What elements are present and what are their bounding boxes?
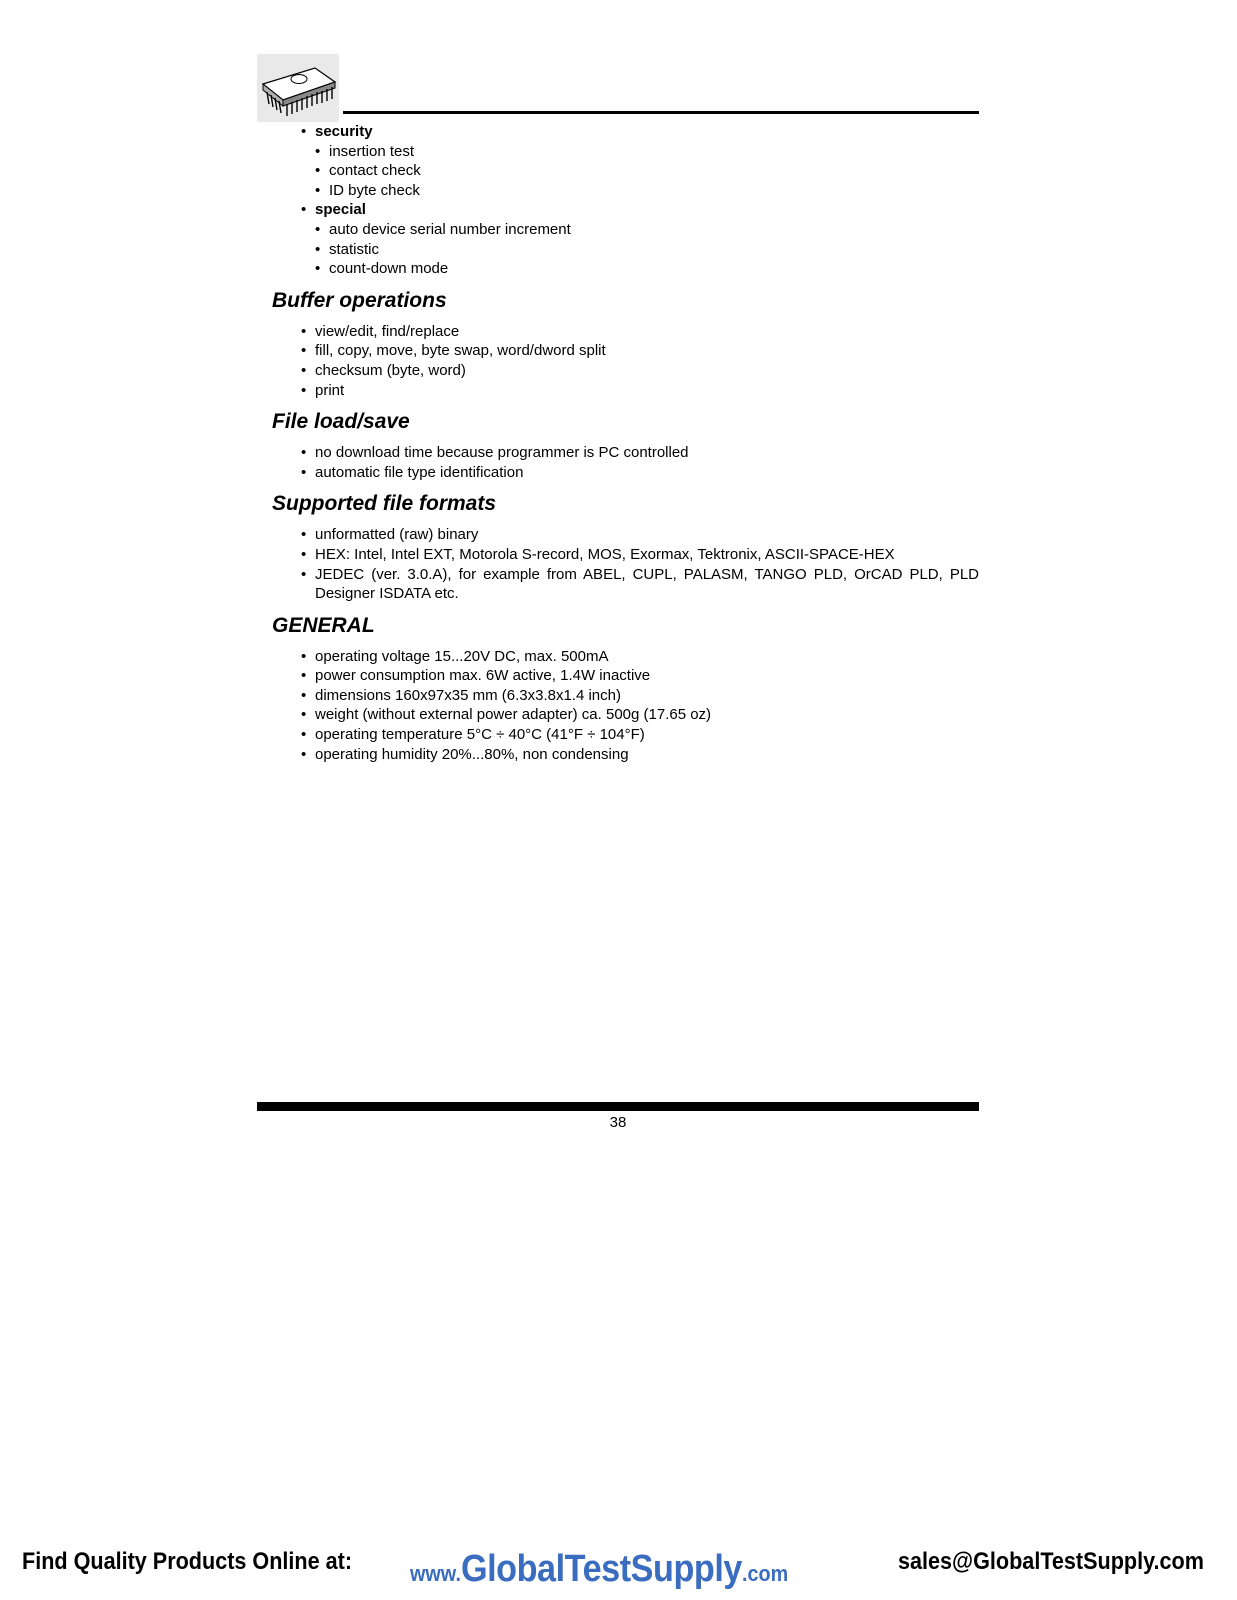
file-list — [272, 443, 979, 482]
list-item: • power consumption max. 6W active, 1.4W inactive — [272, 666, 979, 686]
list-item: • view/edit, find/replace — [272, 322, 979, 342]
footer-rule — [257, 1102, 979, 1111]
ad-tagline: Find Quality Products Online at: — [22, 1548, 353, 1575]
ad-email-link[interactable]: sales@GlobalTestSupply.com — [898, 1548, 1204, 1575]
list-item: • weight (without external power adapter) ca. 500g (17.65 oz) — [272, 705, 979, 725]
list-item: • HEX: Intel, Intel EXT, Motorola S-record, MOS, Exormax, Tektronix, ASCII-SPACE-HEX — [272, 545, 979, 565]
list-item: • unformatted (raw) binary — [272, 525, 979, 545]
list-heading: security — [315, 123, 373, 140]
list-heading: special — [315, 201, 366, 219]
list-item: • no download time because programmer is PC controlled — [272, 443, 979, 463]
section-title: Buffer operations — [272, 288, 447, 312]
ad-website-link[interactable] — [410, 1548, 788, 1588]
list-item: • ID byte check — [315, 181, 979, 201]
sub-list — [315, 220, 979, 279]
list-item: • statistic — [315, 240, 979, 260]
list-item — [272, 122, 979, 200]
feature-list — [272, 122, 979, 279]
url-prefix: www. — [410, 1561, 461, 1586]
list-item: • operating humidity 20%...80%, non condensing — [272, 745, 979, 765]
list-item: • count-down mode — [315, 259, 979, 279]
list-item: • dimensions 160x97x35 mm (6.3x3.8x1.4 inch) — [272, 686, 979, 706]
list-item: • contact check — [315, 161, 979, 181]
header-rule — [343, 111, 979, 114]
section-title: Supported file formats — [272, 492, 497, 516]
list-item: • auto device serial number increment — [315, 220, 979, 240]
ic-chip-icon — [257, 54, 339, 122]
list-item: • checksum (byte, word) — [272, 361, 979, 381]
url-main: GlobalTestSupply — [460, 1548, 742, 1590]
list-item: • print — [272, 381, 979, 401]
section-title: File load/save — [272, 410, 410, 434]
list-item — [272, 200, 979, 278]
page-content — [272, 122, 979, 764]
list-item: • automatic file type identification — [272, 463, 979, 483]
general-list — [272, 647, 979, 765]
url-suffix: .com — [741, 1561, 789, 1586]
list-item: • fill, copy, move, byte swap, word/dword split — [272, 341, 979, 361]
sub-list — [315, 142, 979, 201]
list-item: • JEDEC (ver. 3.0.A), for example from ABEL, CUPL, PALASM, TANGO PLD, OrCAD PLD, PLD Designer ISDATA etc. — [272, 565, 979, 604]
list-item: • insertion test — [315, 142, 979, 162]
buffer-list — [272, 322, 979, 400]
list-item: • operating voltage 15...20V DC, max. 500mA — [272, 647, 979, 667]
formats-list — [272, 525, 979, 603]
list-item: • operating temperature 5°C ÷ 40°C (41°F ÷ 104°F) — [272, 725, 979, 745]
page-number: 38 — [609, 1114, 627, 1131]
section-title: GENERAL — [272, 613, 375, 637]
